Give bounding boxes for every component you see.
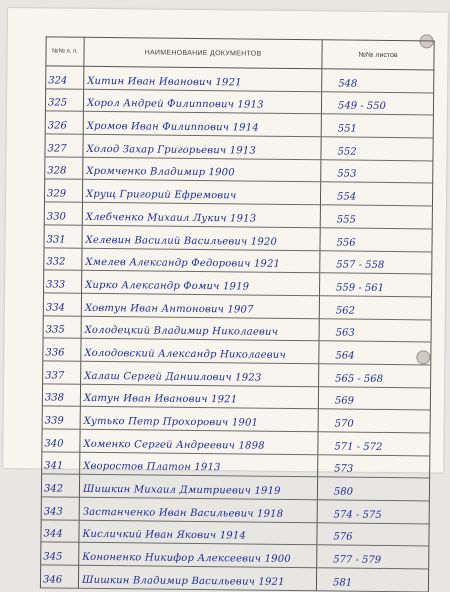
sheet-numbers: 557 - 558 bbox=[320, 250, 432, 274]
row-number: 326 bbox=[45, 111, 83, 134]
column-header-sheets: №№ листов bbox=[322, 40, 434, 70]
sheet-numbers: 548 bbox=[322, 69, 434, 93]
row-number: 324 bbox=[46, 66, 84, 89]
row-number: 343 bbox=[41, 497, 79, 520]
document-name: Хромченко Владимир 1900 bbox=[83, 157, 321, 182]
row-number: 341 bbox=[42, 452, 80, 475]
column-header-documents: НАИМЕНОВАНИЕ ДОКУМЕНТОВ bbox=[84, 37, 322, 68]
sheet-numbers: 553 bbox=[321, 160, 433, 184]
row-number: 328 bbox=[45, 157, 83, 180]
sheet-numbers: 574 - 575 bbox=[317, 500, 429, 524]
document-name: Хмелев Александр Федорович 1921 bbox=[82, 248, 320, 273]
row-number: 325 bbox=[45, 89, 83, 112]
column-header-number: №№ п. п. bbox=[46, 37, 84, 66]
document-name: Холод Захар Григорьевич 1913 bbox=[83, 134, 321, 159]
row-number: 338 bbox=[42, 384, 80, 407]
document-name: Хатун Иван Иванович 1921 bbox=[80, 384, 318, 409]
row-number: 331 bbox=[44, 225, 82, 248]
sheet-numbers: 559 - 561 bbox=[320, 273, 432, 297]
row-number: 332 bbox=[44, 247, 82, 270]
document-name: Хлебченко Михаил Лукич 1913 bbox=[82, 202, 320, 227]
row-number: 327 bbox=[45, 134, 83, 157]
document-name: Хромов Иван Филиппович 1914 bbox=[83, 112, 321, 137]
row-number: 342 bbox=[41, 474, 79, 497]
row-number: 340 bbox=[42, 429, 80, 452]
sheet-numbers: 570 bbox=[318, 409, 430, 433]
document-name: Застанченко Иван Васильевич 1918 bbox=[79, 497, 317, 522]
sheet-numbers: 552 bbox=[321, 137, 433, 161]
sheet-numbers: 564 bbox=[319, 341, 431, 365]
sheet-numbers: 555 bbox=[320, 205, 432, 229]
document-name: Шишкин Владимир Васильевич 1921 bbox=[78, 565, 316, 590]
sheet-numbers: 571 - 572 bbox=[318, 432, 430, 456]
row-number: 335 bbox=[43, 315, 81, 338]
sheet-numbers: 549 - 550 bbox=[321, 91, 433, 115]
row-number: 333 bbox=[44, 270, 82, 293]
sheet-numbers: 562 bbox=[319, 296, 431, 320]
document-name: Холодовский Александр Николаевич bbox=[81, 339, 319, 364]
document-name: Шишкин Михаил Дмитриевич 1919 bbox=[79, 475, 317, 500]
row-number: 329 bbox=[44, 179, 82, 202]
row-number: 330 bbox=[44, 202, 82, 225]
table-row bbox=[40, 565, 428, 592]
document-name: Хелевин Василий Васильевич 1920 bbox=[82, 225, 320, 250]
row-number: 336 bbox=[43, 338, 81, 361]
sheet-numbers: 569 bbox=[318, 386, 430, 410]
sheet-numbers: 581 bbox=[316, 568, 428, 592]
sheet-numbers: 554 bbox=[320, 182, 432, 206]
row-number: 334 bbox=[43, 293, 81, 316]
document-inventory-table bbox=[40, 36, 434, 592]
document-name: Хорол Андрей Филиппович 1913 bbox=[83, 89, 321, 114]
document-name: Кононенко Никифор Алексеевич 1900 bbox=[79, 543, 317, 568]
sheet-numbers: 576 bbox=[317, 523, 429, 547]
row-number: 344 bbox=[41, 520, 79, 543]
sheet-numbers: 563 bbox=[319, 318, 431, 342]
row-number: 339 bbox=[42, 406, 80, 429]
sheet-numbers: 573 bbox=[318, 454, 430, 478]
document-name: Хутько Петр Прохорович 1901 bbox=[80, 407, 318, 432]
document-name: Хоменко Сергей Андреевич 1898 bbox=[80, 429, 318, 454]
document-name: Хрущ Григорий Ефремович bbox=[82, 180, 320, 205]
document-name: Хирко Александр Фомич 1919 bbox=[82, 270, 320, 295]
table-header-row bbox=[46, 37, 434, 70]
document-name: Хворостов Платон 1913 bbox=[80, 452, 318, 477]
row-number: 345 bbox=[41, 542, 79, 565]
sheet-numbers: 551 bbox=[321, 114, 433, 138]
sheet-numbers: 580 bbox=[317, 477, 429, 501]
row-number: 337 bbox=[43, 361, 81, 384]
document-name: Кисличкий Иван Якович 1914 bbox=[79, 520, 317, 545]
document-name: Ховтун Иван Антонович 1907 bbox=[81, 293, 319, 318]
sheet-numbers: 577 - 579 bbox=[317, 545, 429, 569]
sheet-numbers: 565 - 568 bbox=[319, 364, 431, 388]
document-name: Хитин Иван Иванович 1921 bbox=[84, 66, 322, 91]
row-number: 346 bbox=[40, 565, 78, 588]
document-name: Холодецкий Владимир Николаевич bbox=[81, 316, 319, 341]
sheet-numbers: 556 bbox=[320, 228, 432, 252]
document-page bbox=[3, 8, 448, 589]
document-name: Халаш Сергей Даниилович 1923 bbox=[81, 361, 319, 386]
